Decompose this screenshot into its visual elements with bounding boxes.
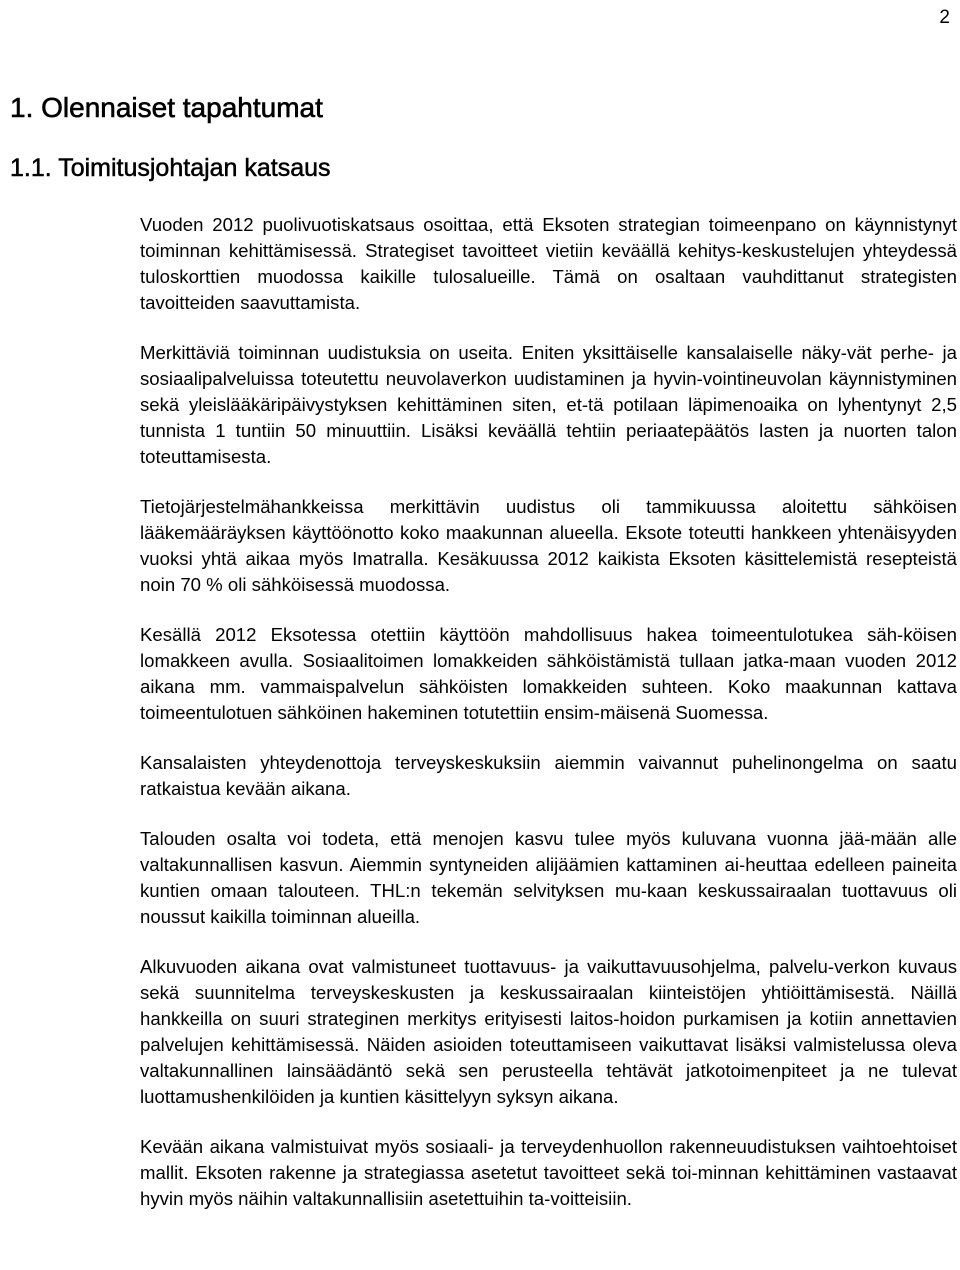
subsection-heading: 1.1. Toimitusjohtajan katsaus <box>10 154 331 182</box>
paragraph: Merkittäviä toiminnan uudistuksia on useita. Eniten yksittäiselle kansalaiselle näky-vät perhe- ja sosiaalipalveluissa toteutettu neuvolaverkon uudistaminen ja hyvin-vointineuvolan käynnistyminen sekä yleislääkäripäivystyksen kehittäminen siten, et-tä potilaan läpimenoaika on lyhentynyt 2,5 tunnista 1 tuntiin 50 minuuttiin. Lisäksi keväällä tehtiin periaatepäätös lasten ja nuorten talon toteuttamisesta. <box>140 342 957 467</box>
body-text <box>140 212 957 1236</box>
section-heading: 1. Olennaiset tapahtumat <box>10 92 323 123</box>
page-number: 2 <box>939 7 950 28</box>
paragraph: Talouden osalta voi todeta, että menojen kasvu tulee myös kuluvana vuonna jää-mään alle valtakunnallisen kasvun. Aiemmin syntyneiden alijäämien kattaminen ai-heuttaa edelleen paineita kuntien omaan talouteen. THL:n tekemän selvityksen mu-kaan keskussairaalan tuottavuus oli noussut kaikilla toiminnan alueilla. <box>140 828 957 927</box>
paragraph: Kevään aikana valmistuivat myös sosiaali- ja terveydenhuollon rakenneuudistuksen vaihtoehtoiset mallit. Eksoten rakenne ja strategiassa asetetut tavoitteet sekä toi-minnan kehittäminen vastaavat hyvin myös näihin valtakunnallisiin asetettuihin ta-voitteisiin. <box>140 1136 957 1209</box>
paragraph: Vuoden 2012 puolivuotiskatsaus osoittaa, että Eksoten strategian toimeenpano on käynnistynyt toiminnan kehittämisessä. Strategiset tavoitteet vietiin keväällä kehitys-keskustelujen yhteydessä tuloskorttien muodossa kaikille tulosalueille. Tämä on osaltaan vauhdittanut strategisten tavoitteiden saavuttamista. <box>140 214 957 313</box>
paragraph: Kesällä 2012 Eksotessa otettiin käyttöön mahdollisuus hakea toimeentulotukea säh-köisen lomakkeen avulla. Sosiaalitoimen lomakkeiden sähköistämistä tullaan jatka-maan vuoden 2012 aikana mm. vammaispalvelun sähköisten lomakkeiden suhteen. Koko maakunnan kattava toimeentulotuen sähköinen hakeminen totutettiin ensim-mäisenä Suomessa. <box>140 624 957 723</box>
paragraph: Kansalaisten yhteydenottoja terveyskeskuksiin aiemmin vaivannut puhelinongelma on saatu ratkaistua kevään aikana. <box>140 752 957 799</box>
paragraph: Tietojärjestelmähankkeissa merkittävin uudistus oli tammikuussa aloitettu sähköisen lääkemääräyksen käyttöönotto koko maakunnan alueella. Eksote toteutti hankkeen yhtenäisyyden vuoksi yhtä aikaa myös Imatralla. Kesäkuussa 2012 kaikista Eksoten käsittelemistä resepteistä noin 70 % oli sähköisessä muodossa. <box>140 496 957 595</box>
paragraph: Alkuvuoden aikana ovat valmistuneet tuottavuus- ja vaikuttavuusohjelma, palvelu-verkon kuvaus sekä suunnitelma terveyskeskusten ja keskussairaalan kiinteistöjen yhtiöittämisestä. Näillä hankkeilla on suuri strateginen merkitys erityisesti laitos-hoidon purkamisen ja kotiin annettavien palvelujen kehittämisessä. Näiden asioiden toteuttamiseen vaikuttavat lisäksi valmistelussa oleva valtakunnallinen lainsäädäntö sekä sen perusteella tehtävät jatkotoimenpiteet ja ne tulevat luottamushenkilöiden ja kuntien käsittelyyn syksyn aikana. <box>140 956 957 1107</box>
